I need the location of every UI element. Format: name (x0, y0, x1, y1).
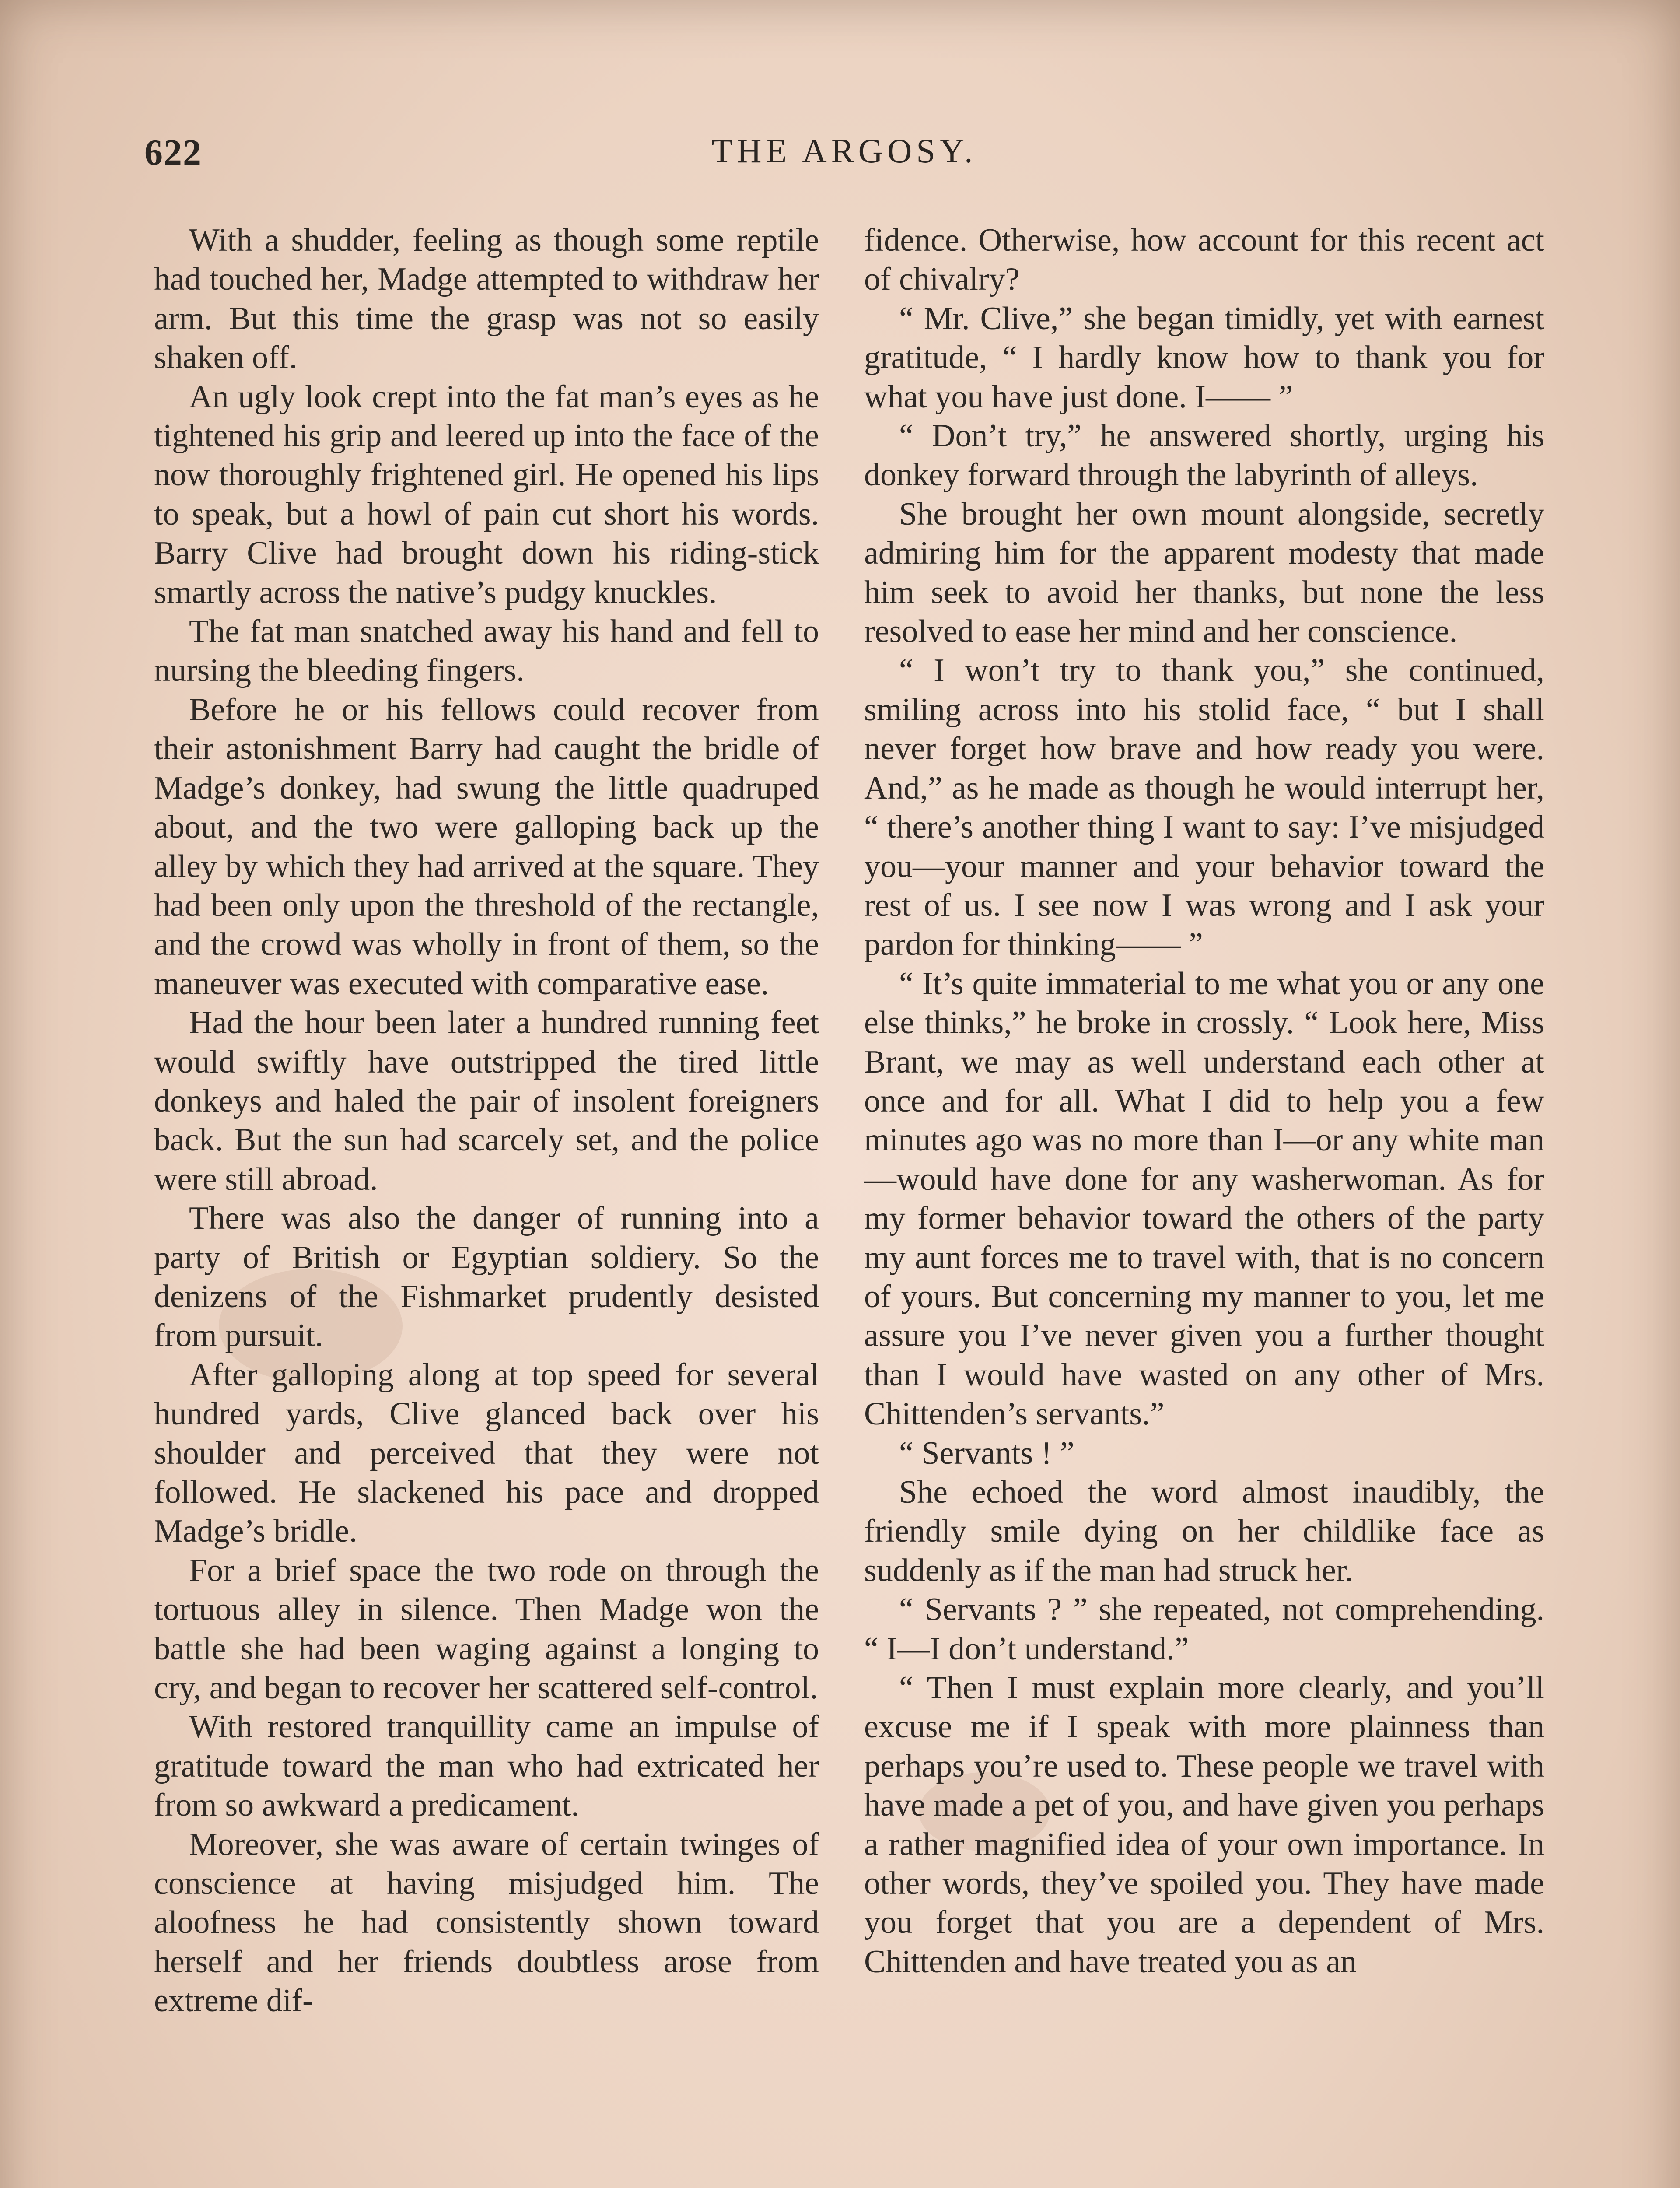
paragraph: Before he or his fellows could recover from their astonishment Barry had caught the bridle of Madge’s donkey, had swung the little quadruped about, and the two were galloping back up the alley by which they had arrived at the square. They had been only upon the threshold of the rectangle, and the crowd was wholly in front of them, so the maneuver was executed with comparative ease. (154, 691, 819, 1002)
paragraph: With a shudder, feeling as though some reptile had touched her, Madge attempted to withdraw her arm. But this time the grasp was not so easily shaken off. (154, 222, 819, 376)
paragraph: “ It’s quite immaterial to me what you or any one else thinks,” he broke in crossly. “ Look here, Miss Brant, we may as well understand each other at once and for all. What I did to help you a few minutes ago was no more than I—or any white man—would have done for any washerwoman. As for my former behavior toward the others of the party my aunt forces me to travel with, that is no concern of yours. But concerning my manner to you, let me assure you I’ve never given you a further thought than I would have wasted on any other of Mrs. Chittenden’s servants.” (864, 965, 1544, 1432)
paragraph: “ Servants ! ” (899, 1435, 1074, 1471)
paragraph: “ Then I must explain more clearly, and you’ll excuse me if I speak with more plainness than perhaps you’re used to. These people we travel with have made a pet of you, and have given you perhaps a rather magnified idea of your own importance. In other words, they’ve spoiled you. They have made you forget that you are a dependent of Mrs. Chittenden and have treated you as an (864, 1670, 1544, 1980)
paragraph: fidence. Otherwise, how account for this recent act of chivalry? (864, 222, 1544, 298)
page-number: 622 (144, 132, 202, 173)
paragraph: She brought her own mount alongside, secretly admiring him for the apparent modesty that made him seek to avoid her thanks, but none the less resolved to ease her mind and her conscience. (864, 496, 1544, 650)
paragraph: After galloping along at top speed for several hundred yards, Clive glanced back over his shoulder and perceived that they were not followed. He slackened his pace and dropped Madge’s bridle. (154, 1357, 819, 1550)
paragraph: “ Mr. Clive,” she began timidly, yet with earnest gratitude, “ I hardly know how to thank you for what you have just done. I—— ” (864, 300, 1544, 415)
paragraph: An ugly look crept into the fat man’s eyes as he tightened his grip and leered up into the face of the now thoroughly frightened girl. He opened his lips to speak, but a howl of pain cut short his words. Barry Clive had brought down his riding-stick smartly across the native’s pudgy knuckles. (154, 379, 819, 610)
paragraph: “ I won’t try to thank you,” she continued, smiling across into his stolid face, “ but I shall never forget how brave and how ready you were. And,” as he made as though he would interrupt her, “ there’s another thing I want to say: I’ve misjudged you—your manner and your behavior toward the rest of us. I see now I was wrong and I ask your pardon for thinking—— ” (864, 652, 1544, 963)
paragraph: She echoed the word almost inaudibly, the friendly smile dying on her childlike face as suddenly as if the man had struck her. (864, 1474, 1544, 1588)
paragraph: Had the hour been later a hundred running feet would swiftly have outstripped the tired little donkeys and haled the pair of insolent foreigners back. But the sun had scarcely set, and the police were still abroad. (154, 1005, 819, 1197)
paragraph: For a brief space the two rode on through the tortuous alley in silence. Then Madge won the battle she had been waging against a longing to cry, and began to recover her scattered self-control. (154, 1552, 819, 1706)
right-text-column (864, 221, 1544, 1981)
paragraph: “ Don’t try,” he answered shortly, urging his donkey forward through the labyrinth of alleys. (864, 418, 1544, 493)
running-title: THE ARGOSY. (711, 132, 977, 170)
left-text-column (154, 221, 819, 2021)
page-header (144, 131, 1544, 184)
paragraph: “ Servants ? ” she repeated, not comprehending. “ I—I don’t understand.” (864, 1592, 1544, 1667)
paragraph: The fat man snatched away his hand and fell to nursing the bleeding fingers. (154, 614, 819, 689)
paragraph: There was also the danger of running into a party of British or Egyptian soldiery. So the denizens of the Fishmarket prudently desisted from pursuit. (154, 1200, 819, 1354)
paragraph: With restored tranquillity came an impulse of gratitude toward the man who had extricated her from so awkward a predicament. (154, 1709, 819, 1823)
paragraph: Moreover, she was aware of certain twinges of conscience at having misjudged him. The aloofness he had consistently shown toward herself and her friends doubtless arose from extreme dif- (154, 1826, 819, 2019)
